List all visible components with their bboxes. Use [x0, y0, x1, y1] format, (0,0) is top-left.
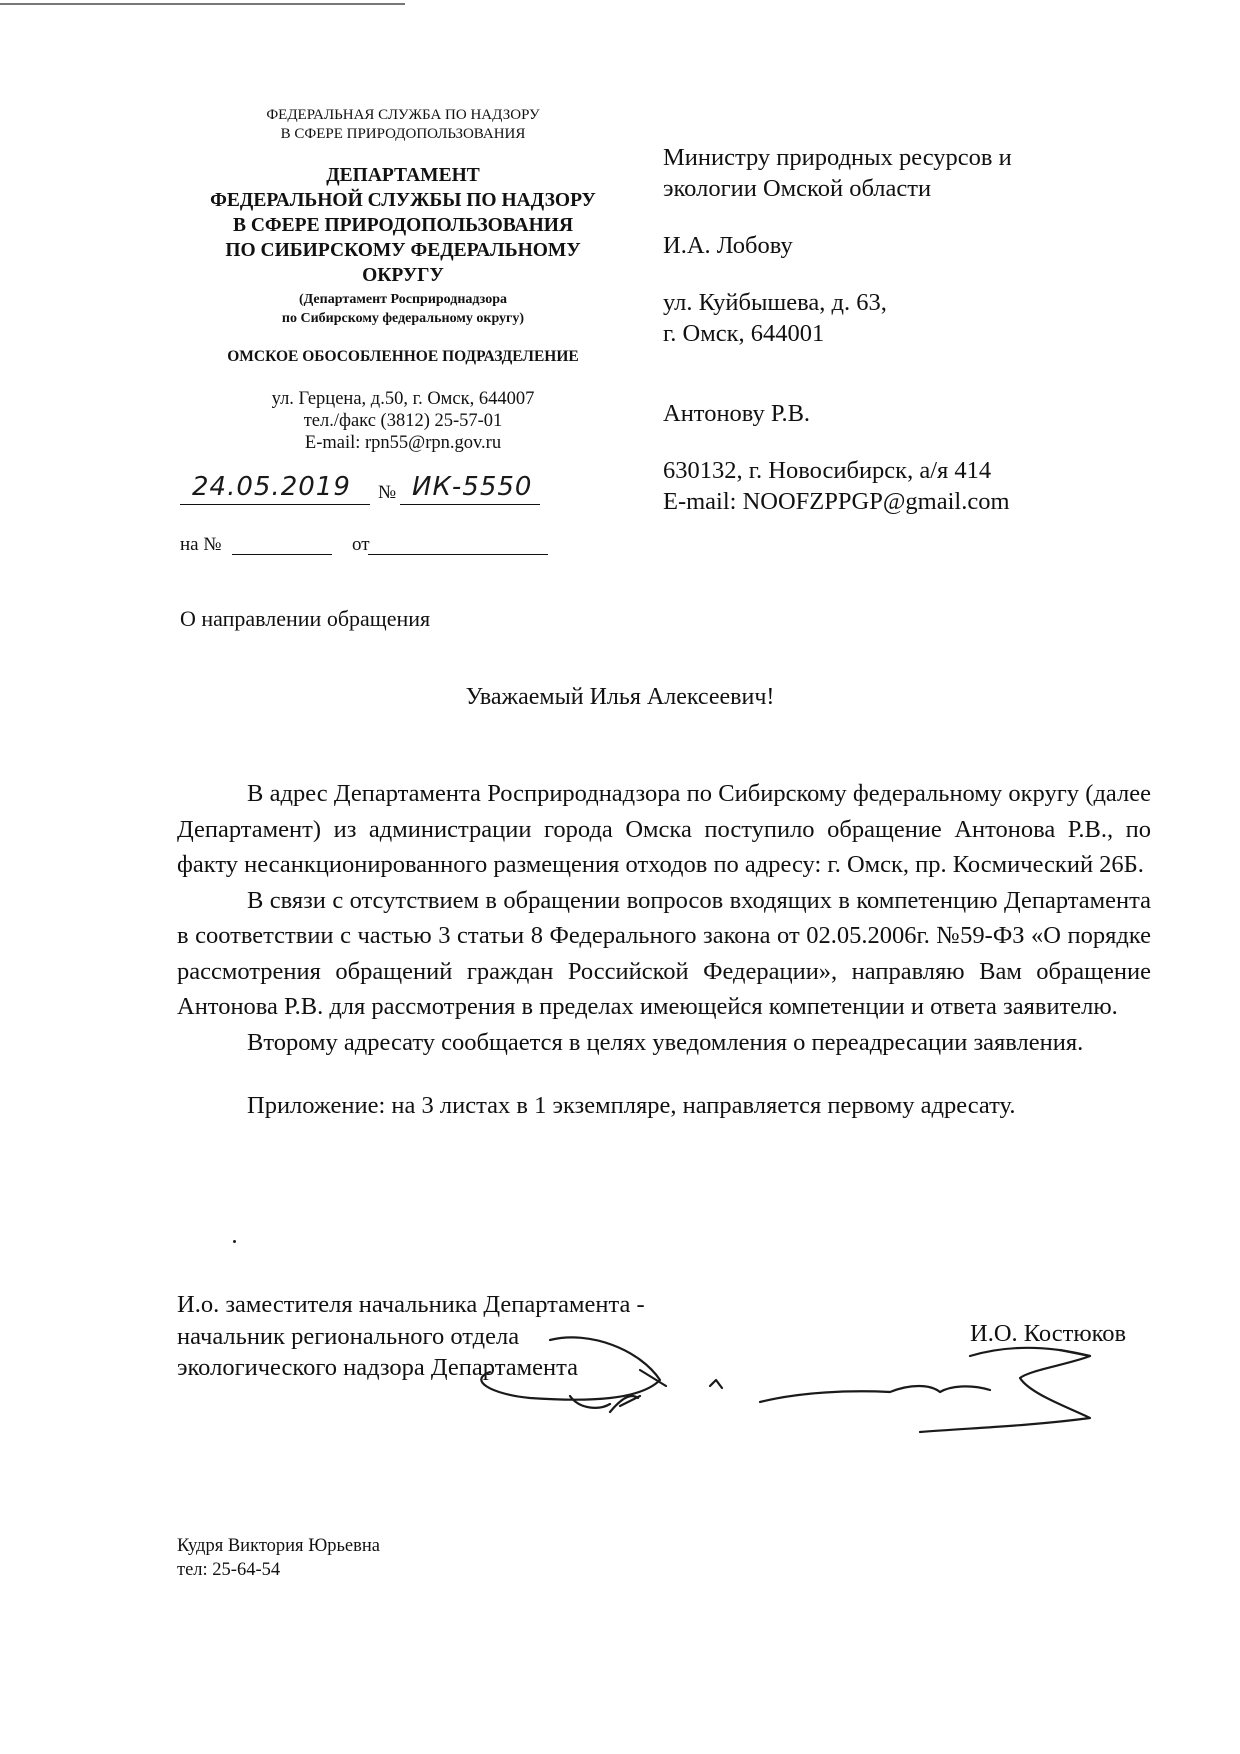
handwritten-signature: [470, 1300, 1230, 1440]
agency-name: ФЕДЕРАЛЬНАЯ СЛУЖБА ПО НАДЗОРУ В СФЕРЕ ПРИРОДОПОЛЬЗОВАНИЯ: [266, 107, 540, 142]
number-underline: [400, 504, 540, 505]
executor-name: Кудря Виктория Юрьевна: [177, 1536, 380, 1556]
reference-number-blank: [232, 554, 332, 555]
recipient-position-line1: Министру природных ресурсов и: [663, 144, 1012, 171]
letterhead-contacts: [168, 388, 638, 454]
second-recipient-email: E-mail: NOOFZPPGP@gmail.com: [663, 488, 1010, 515]
recipient-address-line1: ул. Куйбышева, д. 63,: [663, 289, 887, 316]
recipient-name: И.А. Лобову: [663, 232, 793, 259]
recipient-address-line2: г. Омск, 644001: [663, 320, 825, 347]
reference-number-label: на №: [180, 534, 222, 555]
letter-body: [177, 776, 1151, 1124]
letterhead-address: ул. Герцена, д.50, г. Омск, 644007: [271, 389, 535, 409]
executor-phone: тел: 25-64-54: [177, 1560, 281, 1580]
department-name: ДЕПАРТАМЕНТ ФЕДЕРАЛЬНОЙ СЛУЖБЫ ПО НАДЗОРУ В СФЕРЕ ПРИРОДОПОЛЬЗОВАНИЯ ПО СИБИРСКОМУ ФЕДЕРАЛЬНОМУ ОКРУГУ: [210, 165, 596, 286]
handwritten-date: 24.05.2019: [192, 472, 351, 502]
greeting: Уважаемый Илья Алексеевич!: [465, 684, 775, 710]
signatory-position-line3: экологического надзора Департамента: [177, 1354, 578, 1381]
recipient-block: [663, 142, 1183, 517]
department-short-name: (Департамент Росприроднадзора по Сибирскому федеральному округу): [281, 292, 525, 326]
reference-line: [180, 534, 560, 558]
signatory-position-line2: начальник регионального отдела: [177, 1322, 520, 1350]
body-paragraph-1: В адрес Департамента Росприроднадзора по Сибирскому федеральному округу (далее Департамент) из администрации города Омска поступило обращение Антонова Р.В., по факту несанкционированного размещения отходов по адресу: г. Омск, пр. Космический 26Б.: [177, 780, 1151, 878]
reference-date-label: от: [352, 534, 370, 555]
letterhead-email: E-mail: rpn55@rpn.gov.ru: [304, 433, 502, 453]
body-paragraph-3: Второму адресату сообщается в целях уведомления о переадресации заявления.: [247, 1028, 1084, 1056]
number-sign: №: [378, 482, 397, 503]
letterhead: [168, 106, 638, 454]
second-recipient-name: Антонову Р.В.: [663, 400, 811, 427]
second-recipient-address: 630132, г. Новосибирск, а/я 414: [663, 457, 992, 484]
outgoing-number-line: [180, 474, 560, 508]
stray-dot: [233, 1240, 236, 1243]
signatory-position-line1: И.о. заместителя начальника Департамента -: [177, 1291, 645, 1318]
unit-name: ОМСКОЕ ОБОСОБЛЕННОЕ ПОДРАЗДЕЛЕНИЕ: [227, 348, 579, 365]
recipient-position-line2: экологии Омской области: [663, 175, 932, 202]
executor-block: [177, 1534, 380, 1582]
signatory-name: И.О. Костюков: [970, 1320, 1127, 1347]
reference-date-blank: [368, 554, 548, 555]
letterhead-phone: тел./факс (3812) 25-57-01: [303, 411, 503, 431]
top-scan-rule: [0, 3, 405, 5]
handwritten-number: ИК-5550: [412, 472, 533, 502]
date-underline: [180, 504, 370, 505]
attachment-note: Приложение: на 3 листах в 1 экземпляре, направляется первому адресату.: [247, 1092, 1016, 1119]
letter-subject: О направлении обращения: [180, 606, 431, 631]
body-paragraph-2: В связи с отсутствием в обращении вопросов входящих в компетенцию Департамента в соответствии с частью 3 статьи 8 Федерального закона от 02.05.2006г. №59-ФЗ «О порядке рассмотрения обращений граждан Российской Федерации», направляю Вам обращение Антонова Р.В. для рассмотрения в пределах имеющейся компетенции и ответа заявителю.: [177, 886, 1151, 1020]
